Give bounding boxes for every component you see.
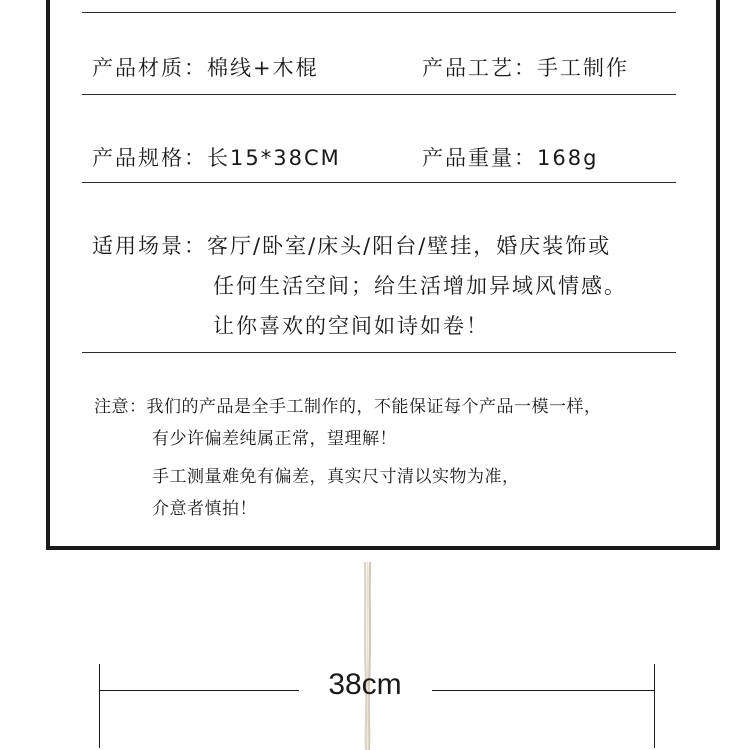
notice-line-4: 介意者慎拍！ (152, 499, 257, 519)
width-dimension (0, 650, 750, 750)
dimension-line-left (99, 690, 299, 691)
dimension-left-tick (99, 664, 100, 748)
scene-line-1: 适用场景：客厅/卧室/床头/阳台/壁挂，婚庆装饰或 (92, 234, 612, 258)
spec-size: 产品规格：长15*38CM (92, 146, 341, 170)
spec-weight: 产品重量：168g (422, 146, 599, 170)
divider-2 (82, 182, 676, 183)
spec-craft: 产品工艺：手工制作 (422, 56, 629, 80)
dimension-right-tick (654, 664, 655, 748)
notice-line-2: 有少许偏差纯属正常，望理解！ (152, 429, 397, 449)
divider-top (82, 12, 676, 13)
divider-3 (82, 352, 676, 353)
notice-line-3: 手工测量难免有偏差，真实尺寸清以实物为准， (152, 467, 520, 487)
dimension-label: 38cm (328, 668, 402, 701)
spec-card (46, 0, 720, 550)
scene-line-2: 任何生活空间；给生活增加异域风情感。 (213, 274, 627, 298)
dimension-line-right (432, 690, 654, 691)
notice-line-1: 注意：我们的产品是全手工制作的，不能保证每个产品一模一样， (94, 397, 602, 417)
spec-material: 产品材质：棉线+木棍 (92, 56, 319, 80)
scene-line-3: 让你喜欢的空间如诗如卷！ (213, 314, 489, 338)
divider-1 (82, 94, 676, 95)
